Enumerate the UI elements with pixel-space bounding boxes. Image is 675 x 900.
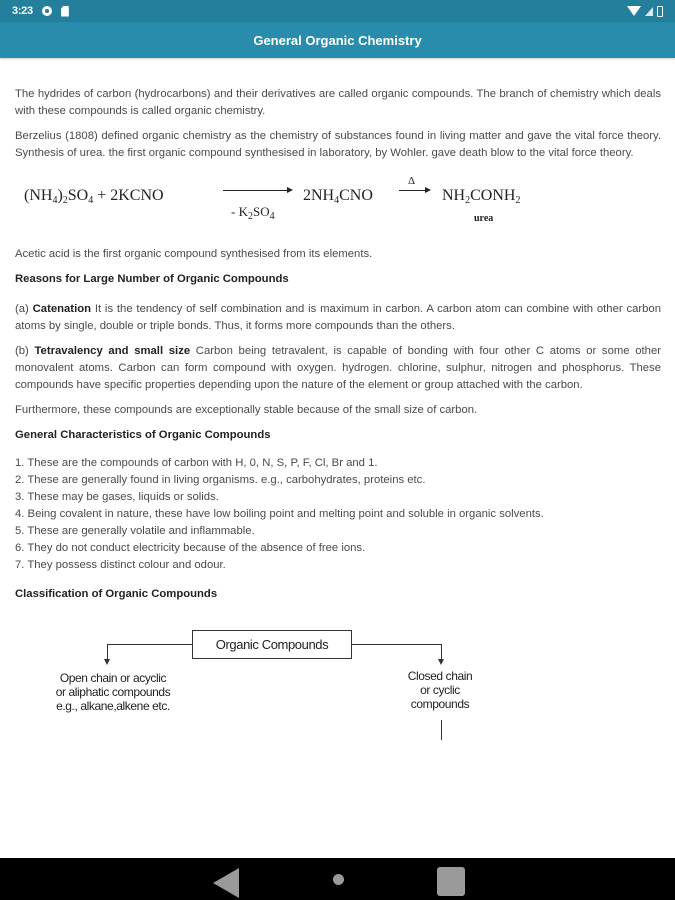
eq-reactant: (NH4)2SO4 + 2KCNO <box>24 187 164 206</box>
diagram-root-node: Organic Compounds <box>192 630 352 659</box>
diagram-connector <box>441 720 442 740</box>
classification-heading: Classification of Organic Compounds <box>15 588 218 600</box>
recents-button[interactable] <box>437 867 465 896</box>
eq-byproduct: - $K_2SO_4$ <box>231 204 275 222</box>
back-button[interactable] <box>213 868 239 898</box>
reaction-arrow-2 <box>399 190 429 191</box>
urea-label: urea <box>474 213 494 224</box>
gear-icon <box>42 6 52 16</box>
arrow-down-icon <box>104 659 110 665</box>
list-item: 4. Being covalent in nature, these have low boiling point and melting point and soluble in organic solvents. <box>15 508 544 520</box>
diagram-closed-chain-node: Closed chain or cyclic compounds <box>407 669 473 711</box>
tetravalency-paragraph: (b) Tetravalency and small size Carbon being tetravalent, is capable of bonding with four other C atoms or some other monovalent atoms. Carbon can form compound with oxygen. hydrogen. chlorine, sulphur, nitrogen and phosphorus. These compounds have specific properties depending upon the nature of the element or group attached with the carbon. <box>15 345 661 391</box>
arrow-down-icon <box>438 659 444 665</box>
stability-paragraph: Furthermore, these compounds are exceptionally stable because of the small size of carbon. <box>15 404 478 416</box>
diagram-connector <box>441 644 442 660</box>
app-bar <box>0 22 675 58</box>
signal-icon <box>645 7 653 16</box>
navigation-bar <box>0 858 675 900</box>
catenation-paragraph: (a) Catenation It is the tendency of self combination and is maximum in carbon. A carbon atom can combine with other carbon atoms by single, double or triple bonds. Thus, it forms more compounds than the others. <box>15 303 661 332</box>
list-item: 6. They do not conduct electricity because of the absence of free ions. <box>15 542 366 554</box>
characteristics-heading: General Characteristics of Organic Compounds <box>15 429 271 441</box>
list-item: 2. These are generally found in living organisms. e.g., carbohydrates, proteins etc. <box>15 474 426 486</box>
heat-symbol: Δ <box>408 175 416 187</box>
status-time: 3:23 <box>12 5 33 17</box>
sdcard-icon <box>61 6 69 17</box>
diagram-connector <box>352 644 441 645</box>
diagram-connector <box>107 644 192 645</box>
page-title: General Organic Chemistry <box>253 32 422 48</box>
home-button[interactable] <box>333 874 344 885</box>
intro-paragraph: The hydrides of carbon (hydrocarbons) and their derivatives are called organic compounds. The branch of chemistry which deals with these compounds is called organic chemistry. <box>15 88 661 117</box>
list-item: 7. They possess distinct colour and odour. <box>15 559 226 571</box>
wifi-icon <box>627 6 641 16</box>
urea-synthesis-equation <box>15 170 661 242</box>
diagram-connector <box>107 644 108 660</box>
reasons-heading: Reasons for Large Number of Organic Compounds <box>15 273 289 285</box>
classification-diagram <box>15 603 661 743</box>
diagram-open-chain-node: Open chain or acyclic or aliphatic compounds e.g., alkane,alkene etc. <box>55 671 171 713</box>
article-content[interactable] <box>0 58 675 858</box>
characteristics-list <box>15 455 661 574</box>
list-item: 3. These may be gases, liquids or solids. <box>15 491 219 503</box>
berzelius-paragraph: Berzelius (1808) defined organic chemistry as the chemistry of substances found in living matter and gave the vital force theory. Synthesis of urea. the first organic compound synthesised in laboratory, by Wohler. gave death blow to the vital force theory. <box>15 130 661 159</box>
eq-intermediate: 2NH4CNO <box>303 187 373 206</box>
eq-product: NH2CONH2 <box>442 187 521 206</box>
acetic-acid-paragraph: Acetic acid is the first organic compound synthesised from its elements. <box>15 248 373 260</box>
status-bar <box>0 0 675 22</box>
list-item: 1. These are the compounds of carbon with H, 0, N, S, P, F, Cl, Br and 1. <box>15 457 378 469</box>
battery-icon <box>657 6 663 17</box>
reaction-arrow-1 <box>223 190 291 191</box>
list-item: 5. These are generally volatile and inflammable. <box>15 525 255 537</box>
